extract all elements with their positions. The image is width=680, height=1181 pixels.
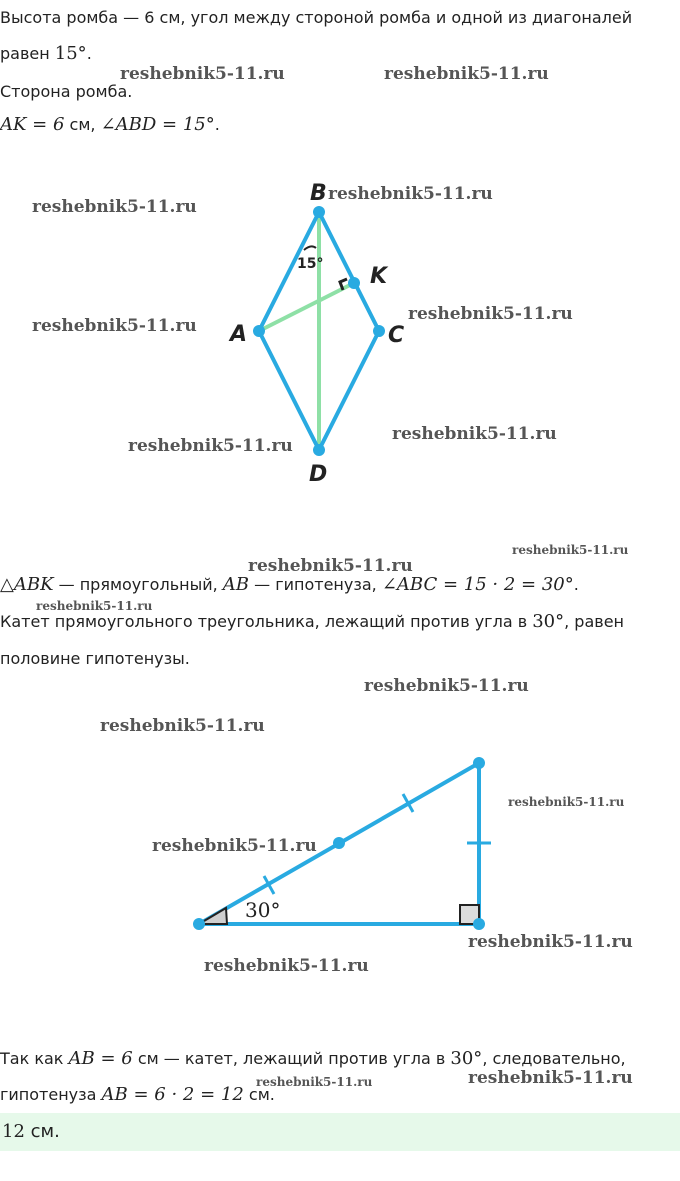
answer-value: 12 см. (2, 1121, 60, 1142)
watermark: reshebnik5-11.ru (468, 932, 633, 952)
watermark: reshebnik5-11.ru (408, 304, 573, 324)
watermark: reshebnik5-11.ru (152, 836, 317, 856)
step2-line-2: половине гипотенузы. (0, 649, 190, 668)
conclusion-line-2: гипотенуза AB = 6 · 2 = 12 см. (0, 1084, 275, 1105)
watermark: reshebnik5-11.ru (36, 599, 153, 613)
condition-line-1: Высота ромба — 6 см, угол между стороной ромба и одной из диагоналей (0, 8, 633, 27)
vertex-acute (193, 918, 205, 930)
find-line: Сторона ромба. (0, 82, 133, 101)
watermark: reshebnik5-11.ru (468, 1068, 633, 1088)
label-c: C (388, 323, 405, 348)
vertex-right (473, 918, 485, 930)
label-a: A (230, 322, 248, 347)
watermark: reshebnik5-11.ru (248, 556, 413, 576)
watermark: reshebnik5-11.ru (128, 436, 293, 456)
watermark: reshebnik5-11.ru (256, 1075, 373, 1089)
watermark: reshebnik5-11.ru (364, 676, 529, 696)
vertex-d (313, 444, 325, 456)
vertex-a (253, 325, 265, 337)
watermark: reshebnik5-11.ru (512, 543, 629, 557)
angle-arc (304, 246, 316, 250)
conclusion-line-1: Так как AB = 6 см — катет, лежащий против угла в 30°, следовательно, (0, 1048, 626, 1069)
hyp-midpoint (333, 837, 345, 849)
angle-30-label: 30° (245, 898, 281, 922)
vertex-c (373, 325, 385, 337)
watermark: reshebnik5-11.ru (120, 64, 285, 84)
label-k: K (370, 264, 388, 289)
label-b: B (310, 181, 327, 206)
answer-box (0, 1113, 680, 1151)
vertex-b (313, 206, 325, 218)
angle-15-label: 15° (297, 256, 324, 272)
step2-line-1: Катет прямоугольного треугольника, лежащий против угла в 30°, равен (0, 611, 624, 632)
condition-line-2: равен 15°. (0, 43, 92, 64)
watermark: reshebnik5-11.ru (328, 184, 493, 204)
given-line: AK = 6 см, ∠ABD = 15°. (0, 114, 220, 135)
label-d: D (309, 462, 328, 487)
watermark: reshebnik5-11.ru (508, 795, 625, 809)
watermark: reshebnik5-11.ru (32, 316, 197, 336)
watermark: reshebnik5-11.ru (100, 716, 265, 736)
step1-line: △ABK — прямоугольный, AB — гипотенуза, ∠ABC = 15 · 2 = 30°. (0, 574, 579, 595)
watermark: reshebnik5-11.ru (384, 64, 549, 84)
watermark: reshebnik5-11.ru (32, 197, 197, 217)
watermark: reshebnik5-11.ru (204, 956, 369, 976)
vertex-top (473, 757, 485, 769)
watermark: reshebnik5-11.ru (392, 424, 557, 444)
vertex-k (348, 277, 360, 289)
